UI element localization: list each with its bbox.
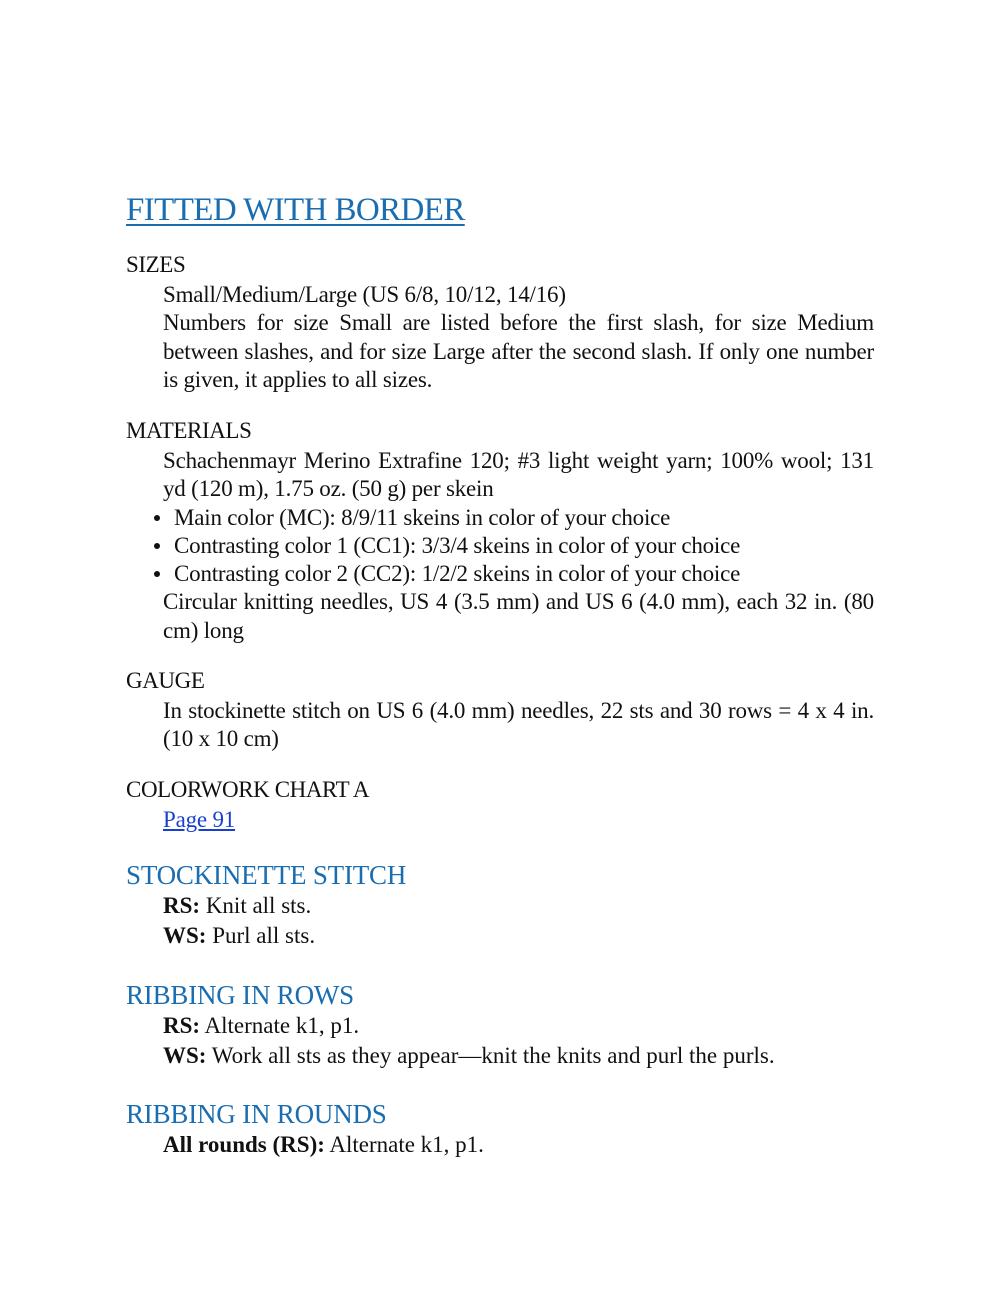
- instruction-row: All rounds (RS): Alternate k1, p1.: [163, 1132, 484, 1157]
- materials-section: [126, 417, 874, 645]
- materials-needles: Circular knitting needles, US 4 (3.5 mm) and US 6 (4.0 mm), each 32 in. (80 cm) long: [163, 589, 874, 643]
- instruction-row: RS: Knit all sts.: [163, 893, 312, 918]
- instruction-row: RS: Alternate k1, p1.: [163, 1013, 360, 1038]
- gauge-label: GAUGE: [126, 668, 205, 693]
- sizes-section: [126, 251, 874, 394]
- page-91-link[interactable]: Page 91: [163, 807, 236, 832]
- materials-yarn: Schachenmayr Merino Extrafine 120; #3 light weight yarn; 100% wool; 131 yd (120 m), 1.75 oz. (50 g) per skein: [163, 448, 874, 502]
- bullet-icon: [154, 543, 160, 549]
- stockinette-section: [126, 859, 874, 951]
- ribbing-rounds-section: [126, 1098, 874, 1160]
- sizes-label: SIZES: [126, 252, 186, 277]
- gauge-text: In stockinette stitch on US 6 (4.0 mm) needles, 22 sts and 30 rows = 4 x 4 in. (10 x 10 cm): [163, 698, 874, 752]
- chart-label: COLORWORK CHART A: [126, 777, 370, 802]
- bullet-icon: [154, 571, 160, 577]
- ribbing-rows-section: [126, 979, 874, 1071]
- sizes-line: Small/Medium/Large (US 6/8, 10/12, 14/16): [163, 282, 566, 307]
- page-title: FITTED WITH BORDER: [126, 192, 465, 228]
- stockinette-heading: STOCKINETTE STITCH: [126, 860, 407, 890]
- ribbing-rows-heading: RIBBING IN ROWS: [126, 980, 355, 1010]
- list-item: Contrasting color 2 (CC2): 1/2/2 skeins in color of your choice: [126, 560, 874, 588]
- instruction-row: WS: Work all sts as they appear—knit the knits and purl the purls.: [163, 1043, 775, 1068]
- ribbing-rounds-heading: RIBBING IN ROUNDS: [126, 1099, 387, 1129]
- chart-section: [126, 776, 874, 834]
- list-item: Contrasting color 1 (CC1): 3/3/4 skeins in color of your choice: [126, 532, 874, 560]
- materials-label: MATERIALS: [126, 418, 252, 443]
- instruction-row: WS: Purl all sts.: [163, 923, 316, 948]
- sizes-paragraph: Numbers for size Small are listed before the first slash, for size Medium between slashes, and for size Large after the second slash. If only one number is given, it applies to all sizes.: [163, 310, 874, 392]
- materials-list: [126, 504, 874, 589]
- bullet-icon: [154, 515, 160, 521]
- list-item: Main color (MC): 8/9/11 skeins in color of your choice: [126, 504, 874, 532]
- gauge-section: [126, 667, 874, 754]
